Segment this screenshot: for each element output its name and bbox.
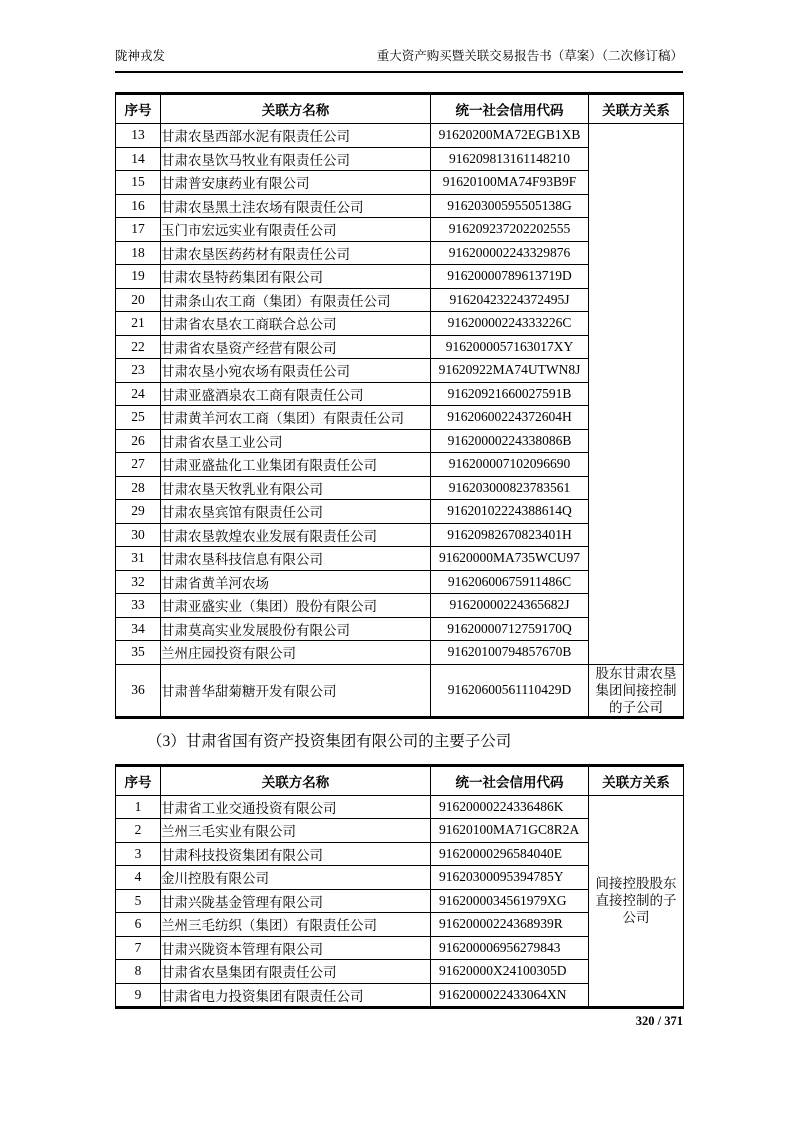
credit-code-cell: 91620000224365682J (431, 594, 589, 618)
party-name-cell: 甘肃农垦宾馆有限责任公司 (161, 500, 431, 524)
party-name-cell: 甘肃兴陇资本管理有限公司 (161, 936, 431, 960)
party-name-cell: 甘肃黄羊河农工商（集团）有限责任公司 (161, 406, 431, 430)
party-name-cell: 甘肃省工业交通投资有限公司 (161, 795, 431, 819)
related-parties-table-1 (115, 92, 684, 719)
credit-code-cell: 9162000057163017XY (431, 335, 589, 359)
party-name-cell: 甘肃省黄羊河农场 (161, 570, 431, 594)
table-row (116, 124, 684, 148)
row-index-cell: 15 (116, 171, 161, 195)
col-header-no: 序号 (116, 94, 161, 124)
row-index-cell: 8 (116, 960, 161, 984)
row-index-cell: 34 (116, 617, 161, 641)
row-index-cell: 23 (116, 359, 161, 383)
credit-code-cell: 91620300095394785Y (431, 866, 589, 890)
doc-full-title: 重大资产购买暨关联交易报告书（草案）（二次修订稿） (376, 49, 683, 63)
col-header-code: 统一社会信用代码 (431, 94, 589, 124)
row-index-cell: 33 (116, 594, 161, 618)
col-header-no: 序号 (116, 765, 161, 795)
credit-code-cell: 916209813161148210 (431, 147, 589, 171)
credit-code-cell: 91620000296584040E (431, 842, 589, 866)
credit-code-cell: 91620600561110429D (431, 664, 589, 717)
row-index-cell: 9 (116, 983, 161, 1008)
credit-code-cell: 9162000034561979XG (431, 889, 589, 913)
credit-code-cell: 91620000X24100305D (431, 960, 589, 984)
row-index-cell: 36 (116, 664, 161, 717)
credit-code-cell: 91620102224388614Q (431, 500, 589, 524)
row-index-cell: 31 (116, 547, 161, 571)
party-name-cell: 甘肃省农垦集团有限责任公司 (161, 960, 431, 984)
row-index-cell: 25 (116, 406, 161, 430)
party-name-cell: 甘肃省农垦资产经营有限公司 (161, 335, 431, 359)
table1-header (116, 94, 684, 124)
credit-code-cell: 91620300595505138G (431, 194, 589, 218)
col-header-code: 统一社会信用代码 (431, 765, 589, 795)
credit-code-cell: 91620921660027591B (431, 382, 589, 406)
related-parties-table-2 (115, 764, 684, 1010)
col-header-name: 关联方名称 (161, 765, 431, 795)
row-index-cell: 4 (116, 866, 161, 890)
party-name-cell: 甘肃农垦科技信息有限公司 (161, 547, 431, 571)
table2-body (116, 795, 684, 1008)
row-index-cell: 7 (116, 936, 161, 960)
party-name-cell: 甘肃亚盛盐化工业集团有限责任公司 (161, 453, 431, 477)
row-index-cell: 16 (116, 194, 161, 218)
table1-body (116, 124, 684, 665)
credit-code-cell: 91620000224338086B (431, 429, 589, 453)
row-index-cell: 6 (116, 913, 161, 937)
party-name-cell: 甘肃亚盛酒泉农工商有限责任公司 (161, 382, 431, 406)
credit-code-cell: 916200006956279843 (431, 936, 589, 960)
row-index-cell: 27 (116, 453, 161, 477)
credit-code-cell: 91620000224336486K (431, 795, 589, 819)
credit-code-cell: 91620200MA72EGB1XB (431, 124, 589, 148)
row-index-cell: 17 (116, 218, 161, 242)
credit-code-cell: 91620922MA74UTWN8J (431, 359, 589, 383)
party-name-cell: 甘肃兴陇基金管理有限公司 (161, 889, 431, 913)
row-index-cell: 21 (116, 312, 161, 336)
credit-code-cell: 91620600224372604H (431, 406, 589, 430)
credit-code-cell: 91620982670823401H (431, 523, 589, 547)
party-name-cell: 甘肃莫高实业发展股份有限公司 (161, 617, 431, 641)
party-name-cell: 甘肃农垦特药集团有限公司 (161, 265, 431, 289)
row-index-cell: 35 (116, 641, 161, 665)
party-name-cell: 甘肃普安康药业有限公司 (161, 171, 431, 195)
section-heading: （3）甘肃省国有资产投资集团有限公司的主要子公司 (147, 732, 512, 750)
party-name-cell: 甘肃条山农工商（集团）有限责任公司 (161, 288, 431, 312)
party-name-cell: 兰州三毛实业有限公司 (161, 819, 431, 843)
document-page (115, 0, 683, 1029)
page-header (115, 0, 683, 64)
row-index-cell: 19 (116, 265, 161, 289)
col-header-name: 关联方名称 (161, 94, 431, 124)
credit-code-cell: 91620100794857670B (431, 641, 589, 665)
party-name-cell: 玉门市宏远实业有限责任公司 (161, 218, 431, 242)
row-index-cell: 26 (116, 429, 161, 453)
party-name-cell: 甘肃农垦天牧乳业有限公司 (161, 476, 431, 500)
credit-code-cell: 91620423224372495J (431, 288, 589, 312)
row-index-cell: 30 (116, 523, 161, 547)
page-number: 320 / 371 (635, 1014, 683, 1028)
row-index-cell: 24 (116, 382, 161, 406)
row-index-cell: 20 (116, 288, 161, 312)
credit-code-cell: 91620000224368939R (431, 913, 589, 937)
row-index-cell: 5 (116, 889, 161, 913)
col-header-relation: 关联方关系 (589, 765, 684, 795)
credit-code-cell: 91620000712759170Q (431, 617, 589, 641)
party-name-cell: 甘肃农垦医药药材有限责任公司 (161, 241, 431, 265)
credit-code-cell: 916203000823783561 (431, 476, 589, 500)
credit-code-cell: 916200007102096690 (431, 453, 589, 477)
party-name-cell: 甘肃省农垦工业公司 (161, 429, 431, 453)
party-name-cell: 甘肃省电力投资集团有限责任公司 (161, 983, 431, 1008)
table-row (116, 664, 684, 717)
row-index-cell: 32 (116, 570, 161, 594)
party-name-cell: 甘肃农垦西部水泥有限责任公司 (161, 124, 431, 148)
credit-code-cell: 916200002243329876 (431, 241, 589, 265)
col-header-relation: 关联方关系 (589, 94, 684, 124)
page-footer (115, 1014, 683, 1029)
table2-header (116, 765, 684, 795)
table-row (116, 795, 684, 819)
credit-code-cell: 91620000224333226C (431, 312, 589, 336)
party-name-cell: 甘肃农垦饮马牧业有限责任公司 (161, 147, 431, 171)
credit-code-cell: 91620600675911486C (431, 570, 589, 594)
credit-code-cell: 91620000789613719D (431, 265, 589, 289)
relation-merged-cell (589, 124, 684, 665)
party-name-cell: 甘肃普华甜菊糖开发有限公司 (161, 664, 431, 717)
credit-code-cell: 9162000022433064XN (431, 983, 589, 1008)
party-name-cell: 甘肃农垦敦煌农业发展有限责任公司 (161, 523, 431, 547)
credit-code-cell: 91620100MA74F93B9F (431, 171, 589, 195)
row-index-cell: 13 (116, 124, 161, 148)
party-name-cell: 金川控股有限公司 (161, 866, 431, 890)
party-name-cell: 兰州庄园投资有限公司 (161, 641, 431, 665)
row-index-cell: 2 (116, 819, 161, 843)
doc-short-title: 陇神戎发 (115, 49, 166, 63)
row-index-cell: 22 (116, 335, 161, 359)
party-name-cell: 甘肃农垦小宛农场有限责任公司 (161, 359, 431, 383)
row-index-cell: 1 (116, 795, 161, 819)
credit-code-cell: 916209237202202555 (431, 218, 589, 242)
table1-last-row-group (116, 664, 684, 717)
party-name-cell: 甘肃科技投资集团有限公司 (161, 842, 431, 866)
party-name-cell: 甘肃省农垦农工商联合总公司 (161, 312, 431, 336)
party-name-cell: 甘肃农垦黑土洼农场有限责任公司 (161, 194, 431, 218)
row-index-cell: 28 (116, 476, 161, 500)
row-index-cell: 3 (116, 842, 161, 866)
party-name-cell: 兰州三毛纺织（集团）有限责任公司 (161, 913, 431, 937)
row-index-cell: 14 (116, 147, 161, 171)
party-name-cell: 甘肃亚盛实业（集团）股份有限公司 (161, 594, 431, 618)
relation-merged-cell: 间接控股股东直接控制的子公司 (589, 795, 684, 1008)
credit-code-cell: 91620000MA735WCU97 (431, 547, 589, 571)
credit-code-cell: 91620100MA71GC8R2A (431, 819, 589, 843)
relation-cell: 股东甘肃农垦集团间接控制的子公司 (589, 664, 684, 717)
row-index-cell: 29 (116, 500, 161, 524)
row-index-cell: 18 (116, 241, 161, 265)
